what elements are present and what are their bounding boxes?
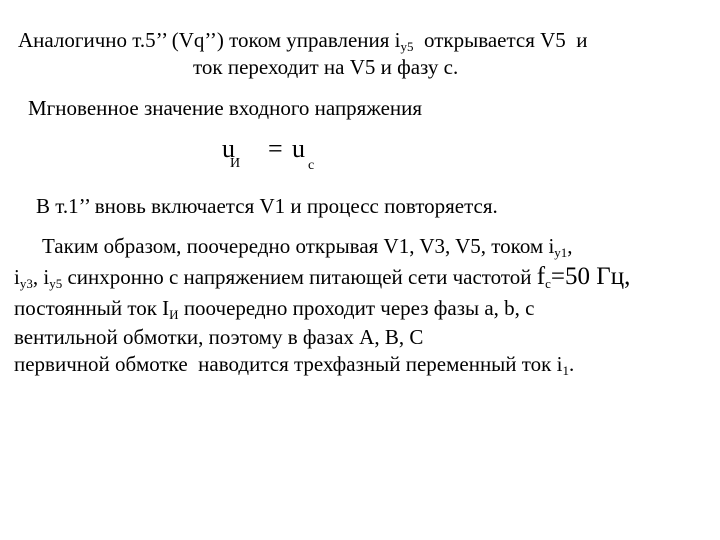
p4-l2-text: синхронно с напряжением питающей сети частотой xyxy=(62,265,537,289)
paragraph-4-line-4: вентильной обмотки, поэтому в фазах A, B, C xyxy=(14,325,424,349)
p4-l3-text: постоянный ток I xyxy=(14,296,170,320)
paragraph-1-line-2: ток переходит на V5 и фазу c. xyxy=(193,55,459,79)
p4-l5-text: первичной обмотке наводится трехфазный переменный ток i xyxy=(14,352,563,376)
formula-lhs: u xyxy=(222,134,235,163)
p1-subscript: у5 xyxy=(400,39,414,54)
p4-l3-text-2: поочередно проходит через фазы a, b, c xyxy=(178,296,535,320)
paragraph-4-line-5 xyxy=(14,352,574,376)
p4-l1-text: Таким образом, поочередно открывая V1, V3, V5, током i xyxy=(42,234,555,258)
paragraph-2: Мгновенное значение входного напряжения xyxy=(28,96,423,120)
p1-text-a: Аналогично т.5’’ (Vq’’) током управления i xyxy=(18,28,401,52)
p4-l5-subscript: 1 xyxy=(562,363,569,378)
paragraph-4-line-3 xyxy=(14,296,535,320)
p4-l3-subscript: И xyxy=(169,307,179,322)
p4-l5-period: . xyxy=(568,352,575,376)
p4-l1-subscript: у1 xyxy=(554,245,568,260)
p4-l2-frequency: =50 Гц, xyxy=(550,263,631,290)
paragraph-3: В т.1’’ вновь включается V1 и процесс повторяется. xyxy=(36,194,498,218)
p4-l2-i2: , i xyxy=(32,265,50,289)
p1-text-c: открывается V5 и xyxy=(413,28,588,52)
p4-l2-sub-2: у5 xyxy=(49,276,63,291)
formula-rhs: u xyxy=(292,134,305,163)
paragraph-1-line-1 xyxy=(18,28,588,52)
p4-l2-i: i xyxy=(14,265,20,289)
p4-l1-comma: , xyxy=(567,234,573,258)
p4-l2-sub-c: c xyxy=(545,276,551,291)
paragraph-4-line-1 xyxy=(42,234,573,258)
formula-rhs-subscript: c xyxy=(308,158,315,173)
paragraph-4-line-2 xyxy=(14,265,630,289)
formula-equals: = xyxy=(268,134,283,163)
formula-lhs-subscript: И xyxy=(230,156,241,171)
voltage-formula xyxy=(222,134,342,178)
p4-l2-f: f xyxy=(536,263,546,290)
p4-l2-sub-1: у3 xyxy=(19,276,33,291)
